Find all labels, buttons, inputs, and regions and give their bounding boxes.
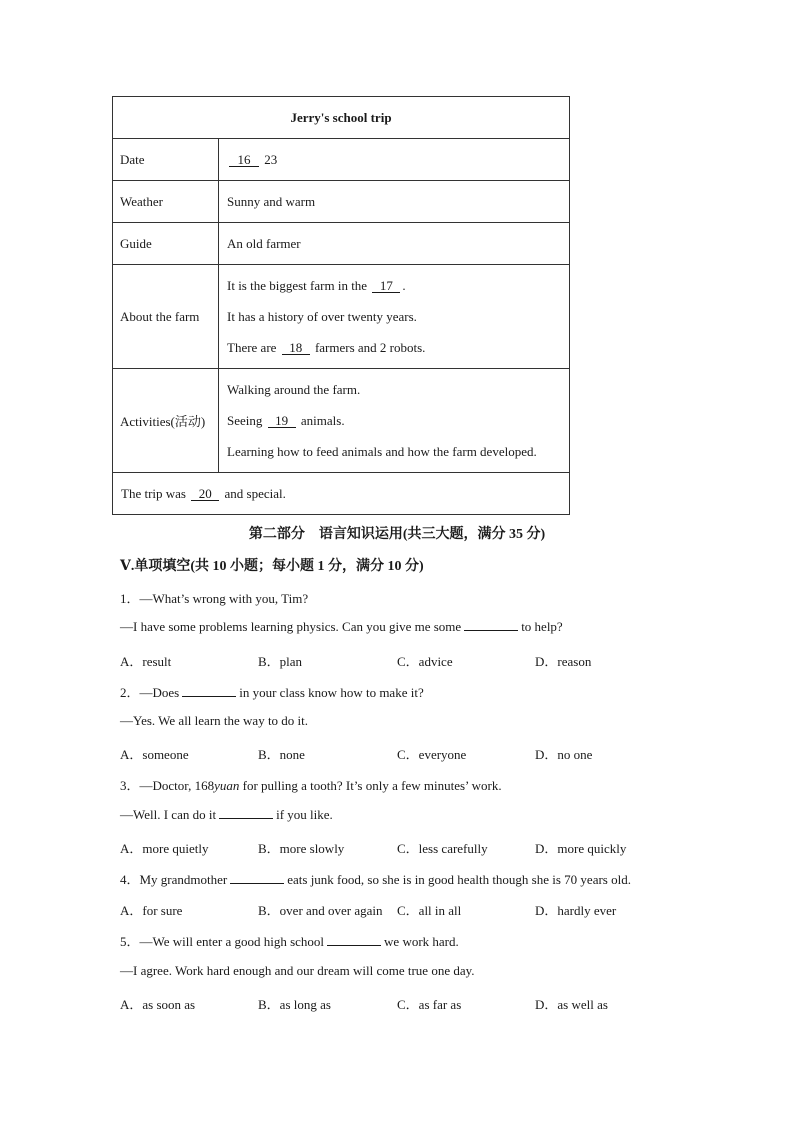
answer-blank[interactable] <box>327 935 381 946</box>
option-b[interactable]: B．as long as <box>258 997 331 1012</box>
answer-blank[interactable] <box>182 686 236 697</box>
option-d[interactable]: D．reason <box>535 654 592 669</box>
table-row <box>113 139 570 181</box>
date-rest: 23 <box>264 151 278 167</box>
farm-line-1: It is the biggest farm in the 17 . <box>227 278 406 293</box>
blank-19[interactable]: 19 <box>268 414 296 428</box>
blank-17[interactable]: 17 <box>372 279 400 293</box>
q3-line-1: 3．—Doctor, 168yuan for pulling a tooth? It’s only a few minutes’ work. <box>120 778 502 793</box>
q2-line-2: —Yes. We all learn the way to do it. <box>120 713 309 728</box>
blank-20[interactable]: 20 <box>191 487 219 501</box>
activity-line-3: Learning how to feed animals and how the farm developed. <box>227 444 537 459</box>
option-d[interactable]: D．more quickly <box>535 841 627 856</box>
option-a[interactable]: A．more quietly <box>120 841 209 856</box>
table-title: Jerry's school trip <box>113 97 570 139</box>
option-b[interactable]: B．plan <box>258 654 303 669</box>
table-row <box>113 181 570 223</box>
option-a[interactable]: A．result <box>120 654 172 669</box>
answer-blank[interactable] <box>230 873 284 884</box>
activities-details <box>219 369 570 473</box>
q3-line-2: —Well. I can do it if you like. <box>120 807 333 822</box>
answer-blank[interactable] <box>464 620 518 631</box>
weather-value: Sunny and warm <box>219 181 570 223</box>
guide-label: Guide <box>113 223 219 265</box>
activity-line-1: Walking around the farm. <box>227 382 361 397</box>
date-label: Date <box>113 139 219 181</box>
table-row <box>113 369 570 473</box>
option-a[interactable]: A．for sure <box>120 903 183 918</box>
blank-18[interactable]: 18 <box>282 341 310 355</box>
option-d[interactable]: D．no one <box>535 747 593 762</box>
answer-blank[interactable] <box>219 808 273 819</box>
option-b[interactable]: B．more slowly <box>258 841 345 856</box>
option-b[interactable]: B．none <box>258 747 305 762</box>
farm-line-2: It has a history of over twenty years. <box>227 309 417 324</box>
trip-table <box>112 96 570 515</box>
option-a[interactable]: A．as soon as <box>120 997 196 1012</box>
farm-line-3: There are 18 farmers and 2 robots. <box>227 340 426 355</box>
weather-label: Weather <box>113 181 219 223</box>
option-c[interactable]: C．everyone <box>397 747 467 762</box>
option-b[interactable]: B．over and over again <box>258 903 383 918</box>
guide-value: An old farmer <box>219 223 570 265</box>
activities-label: Activities(活动) <box>113 369 219 473</box>
table-row <box>113 265 570 369</box>
option-c[interactable]: C．advice <box>397 654 453 669</box>
q5-line-2: —I agree. Work hard enough and our dream will come true one day. <box>120 963 475 978</box>
option-a[interactable]: A．someone <box>120 747 189 762</box>
option-c[interactable]: C．less carefully <box>397 841 488 856</box>
q4-line-1: 4．My grandmother eats junk food, so she is in good health though she is 70 years old. <box>120 872 631 887</box>
q1-line-2: —I have some problems learning physics. Can you give me some to help? <box>120 619 563 634</box>
trip-summary: The trip was 20 and special. <box>113 473 570 515</box>
date-value <box>219 139 570 181</box>
q2-line-1: 2．—Does in your class know how to make it? <box>120 685 424 700</box>
option-c[interactable]: C．all in all <box>397 903 462 918</box>
q5-line-1: 5．—We will enter a good high school we work hard. <box>120 934 459 949</box>
option-c[interactable]: C．as far as <box>397 997 462 1012</box>
q1-line-1: 1．—What’s wrong with you, Tim? <box>120 591 309 606</box>
table-row <box>113 223 570 265</box>
blank-16[interactable]: 16 <box>229 153 259 167</box>
part-title: 第二部分 语言知识运用(共三大题，满分 35 分) <box>248 527 546 542</box>
option-d[interactable]: D．hardly ever <box>535 903 617 918</box>
farm-label: About the farm <box>113 265 219 369</box>
option-d[interactable]: D．as well as <box>535 997 608 1012</box>
farm-details <box>219 265 570 369</box>
activity-line-2: Seeing 19 animals. <box>227 413 345 428</box>
section-title: Ⅴ.单项填空(共 10 小题；每小题 1 分，满分 10 分) <box>120 559 424 574</box>
table-row <box>113 473 570 515</box>
